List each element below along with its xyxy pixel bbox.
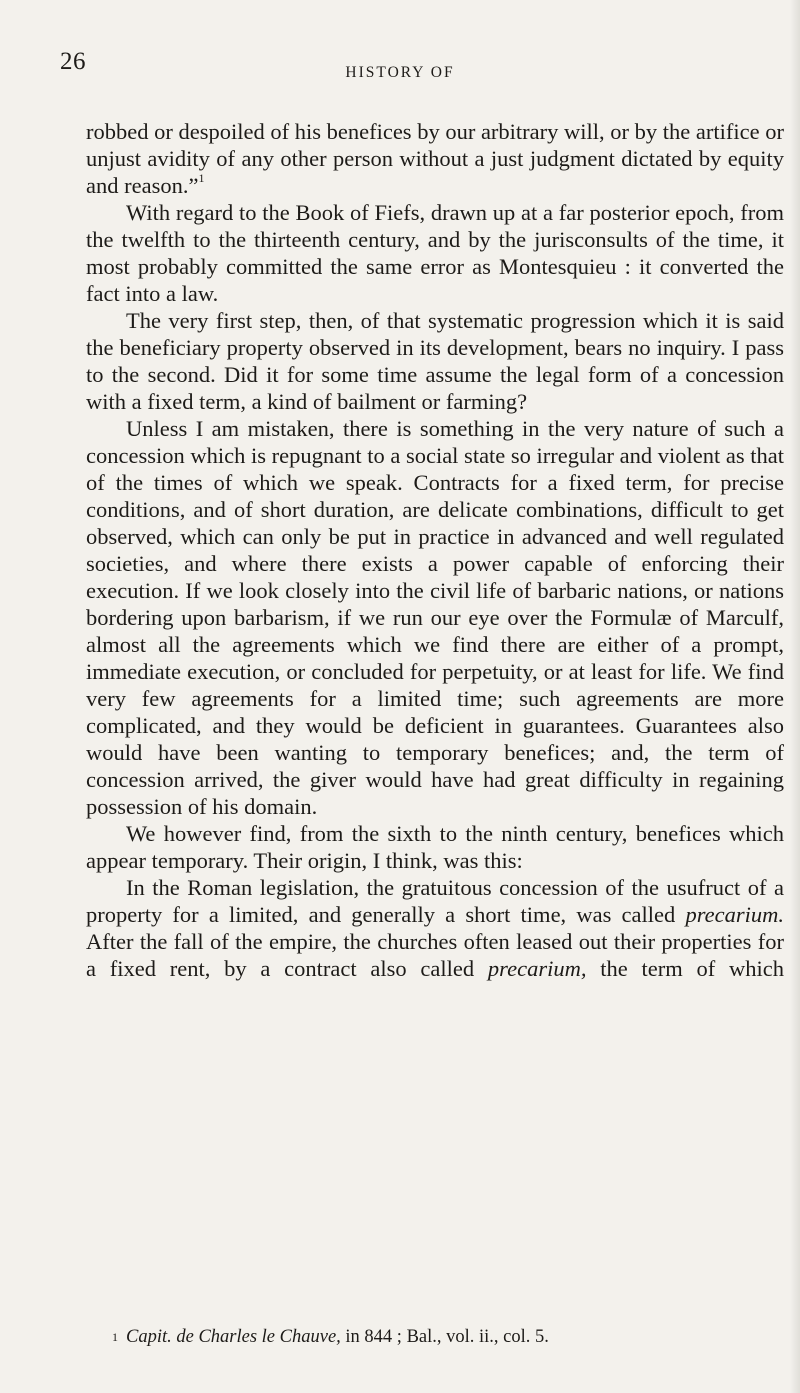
running-head: HISTORY OF <box>345 64 455 81</box>
paragraph-3: The very first step, then, of that systematic progression which it is said the beneficiary property observed in its development, bears no inquiry. I pass to the second. Did it for some time assume the legal form of a concession with a fixed term, a kind of bailment or farming? <box>86 308 784 414</box>
paragraph-6 <box>86 874 784 982</box>
paragraph-4: Unless I am mistaken, there is something in the very nature of such a concession which is repugnant to a social state so irregular and violent as that of the times of which we speak. Contracts for a fixed term, for precise conditions, and of short duration, are delicate combinations, difficult to get observed, which can only be put in practice in advanced and well regulated societies, and where there exists a power capable of enforcing their execution. If we look closely into the civil life of barbaric nations, or nations bordering upon barbarism, if we run our eye over the Formulæ of Marculf, almost all the agreements which we find there are either of a prompt, immediate execution, or concluded for perpetuity, or at least for life. We find very few agreements for a limited time; such agreements are more complicated, and they would be deficient in guarantees. Guarantees also would have been wanting to temporary benefices; and, the term of concession arrived, the giver would have had great difficulty in regaining possession of his domain. <box>86 416 784 819</box>
paragraph-6-text-after: the term of which <box>600 956 785 981</box>
term-precarium-2: precarium, <box>487 956 587 981</box>
paragraph-1-text: robbed or despoiled of his benefices by our arbitrary will, or by the artifice or unjust avidity of any other person without a just judgment dictated by equity and reason.” <box>86 119 784 198</box>
footnote-mark: 1 <box>112 1330 118 1344</box>
paragraph-6-text-before: In the Roman legislation, the gratuitous concession of the usufruct of a property for a limited, and generally a short time, was called <box>86 875 784 927</box>
paragraph-1 <box>86 118 784 199</box>
paragraph-6-text-middle: After the fall of the empire, the churches often leased out their properties for a fixed rent, by a contract also called <box>86 929 784 981</box>
page-number: 26 <box>60 48 86 75</box>
term-precarium: precarium. <box>685 902 785 927</box>
footnote-reference-text: in 844 ; Bal., vol. ii., col. 5. <box>345 1327 549 1347</box>
footnote-citation: Capit. de Charles le Chauve, <box>126 1327 341 1347</box>
page-edge-shadow <box>790 0 800 1393</box>
footnote-reference: 1 <box>198 171 205 185</box>
footnote <box>112 1325 784 1349</box>
paragraph-2: With regard to the Book of Fiefs, drawn up at a far posterior epoch, from the twelfth to the thirteenth century, and by the jurisconsults of the time, it most probably committed the same error as Montesquieu : it converted the fact into a law. <box>86 200 784 306</box>
body-text <box>86 118 784 982</box>
paragraph-5: We however find, from the sixth to the ninth century, benefices which appear temporary. Their origin, I think, was this: <box>86 821 784 873</box>
